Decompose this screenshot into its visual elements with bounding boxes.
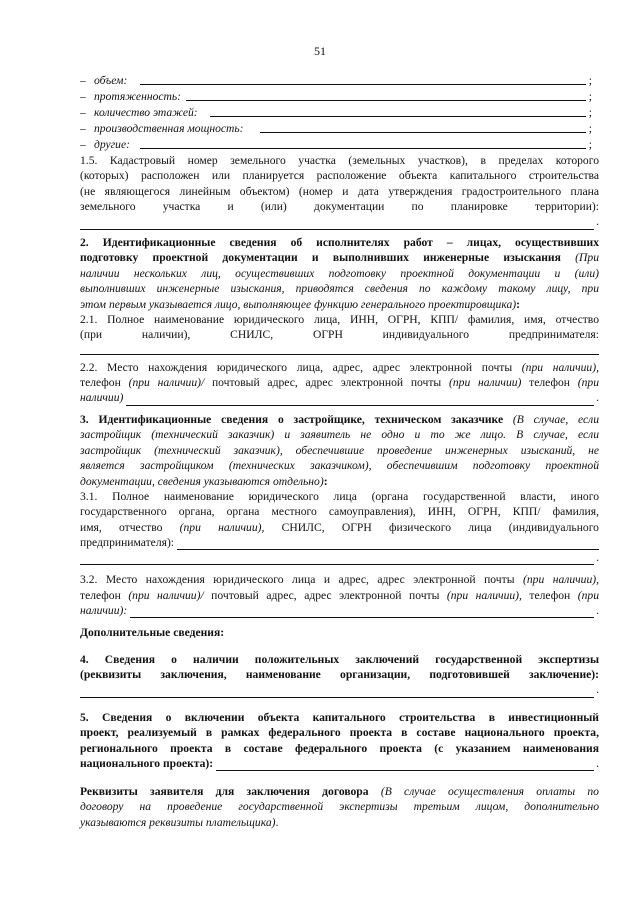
fill-line[interactable] [126,395,594,406]
text-line: земельного участка и (или) документации по планировке территории): [80,200,599,214]
dash-mark: – [80,122,86,135]
field-length [80,89,592,104]
note: (В случае, если [512,413,600,426]
additional-info-heading: Дополнительные сведения: [80,626,225,639]
text-span: проект, реализуемый в рамках федерального проекта в составе национального проекта, [80,726,599,740]
field-label: количество этажей: [94,106,198,119]
fill-line[interactable] [80,687,594,698]
text-span: предпринимателя): [80,535,175,549]
field-end: ; [588,106,592,119]
text-span: телефон [529,376,570,390]
text-span: . [596,683,599,697]
field-end: ; [588,90,592,103]
text-span: . [596,391,599,405]
text-span: регионального проекта в составе федерального проекта (с указанием наименования [80,741,599,755]
text-line: (которых) расположен или планируется расположение объекта капитального строительства [80,169,599,183]
note: этом первым указывается лицо, выполняющее функцию генерального проектировщика) [80,297,517,311]
text-span: почтовый адрес, адрес электронной почты [211,376,442,390]
dash-mark: – [80,90,86,103]
dash-mark: – [80,74,86,87]
field-volume [80,73,592,88]
text-span: : [323,474,328,488]
field-end: ; [588,74,592,87]
dash-mark: – [80,106,86,119]
field-end: ; [588,122,592,135]
text-span: . [596,603,599,617]
fill-line[interactable] [140,148,586,149]
paragraph-2-2 [80,360,599,375]
text-span: указываются реквизиты плательщика) [80,815,276,829]
fill-line[interactable] [80,554,594,565]
fill-line[interactable] [140,84,586,85]
text-span: телефон [529,588,571,602]
text-span: почтовый адрес, адрес электронной почты [211,588,440,602]
paragraph-3-1: 3.1. Полное наименование юридического лица (органа государственной власти, иного [80,490,599,504]
text-span: имя, отчество [80,520,163,534]
page-number: 51 [314,44,326,58]
line-end: . [596,215,599,229]
field-label: другие: [94,138,130,151]
note: документации, сведения указываются отдельно) [80,474,324,488]
text-span: . [596,756,599,770]
text-span: государственного органа, органа местного самоуправления), ИНН, ОГРН, КПП/ фамилия, [80,505,599,519]
text-span: (при [577,376,600,390]
fill-line[interactable] [210,116,586,117]
field-label: производственная мощность: [94,122,244,135]
text-line: 1.5. Кадастровый номер земельного участка (земельных участков), в пределах которого [80,154,599,167]
text-span: договору на проведение государственной экспертизы третьим лицом, дополнительно [80,800,599,814]
text-span: (В случае осуществления оплаты по [380,785,599,798]
note: (При [575,251,599,265]
section-5 [80,710,599,771]
fill-line[interactable] [130,607,594,618]
text-span: телефон [80,588,121,602]
note: застройщик (технический заказчик) и заявитель не одно и то же лицо. В случае, если [80,428,599,442]
text-span: национального проекта): [80,756,214,770]
text-span: (при наличии)/ [128,376,205,390]
fill-line[interactable] [177,539,599,550]
section-2-heading: 2. Идентификационные сведения об исполнителях работ – лицах, осуществивших [80,236,599,249]
paragraph-2-1: 2.1. Полное наименование юридического лица, ИНН, ОГРН, КПП/ фамилия, имя, отчество [80,313,599,327]
dash-mark: – [80,138,86,151]
note: застройщик (технический заказчик), обеспечившие проведение инженерных изысканий, не [80,443,599,457]
text-span: телефон [80,376,121,390]
text-span: 2.2. Место нахождения юридического лица, адрес, адрес электронной почты [80,360,513,374]
field-label: объем: [94,74,128,87]
text-span: 4. Сведения о наличии положительных заключений государственной экспертизы [80,653,599,666]
text-span: СНИЛС, ОГРН физического лица (индивидуального [281,520,599,534]
section-3 [80,412,599,618]
field-floors [80,105,592,120]
fill-line[interactable] [260,132,586,133]
note: наличии) [80,391,124,405]
text-span: (при наличии) [449,376,522,390]
note: является застройщиком (технических заказчиком), обеспечившим подготовку проектной [80,459,599,473]
text-span: . [275,815,279,829]
text-span: 3.2. Место нахождения юридического лица и адрес, адрес электронной почты [80,573,515,587]
note: наличии нескольких лиц, осуществивших подготовку проектной документации и (или) [80,266,599,280]
requisites [80,784,599,830]
section-1-5 [80,153,599,230]
field-label: протяженность: [94,90,182,103]
field-other [80,137,592,152]
note-end: : [516,297,520,311]
fill-line[interactable] [216,760,594,771]
text-span: 5. Сведения о включении объекта капитального строительства в инвестиционный [80,711,599,724]
text-span: наличии): [80,603,128,617]
paragraph-2-1: (при наличии), СНИЛС, ОГРН индивидуального предпринимателя: [80,328,599,342]
text-span: . [596,550,599,564]
text-line: (не являющегося линейным объектом) (номер и дата утверждения градостроительного плана [80,184,599,198]
field-capacity [80,121,592,136]
fill-line[interactable] [80,343,599,355]
text-span: (при [577,588,599,602]
text-span: (при наличии)/ [128,588,204,602]
text-span: (при наличии), [179,520,265,534]
field-end: ; [588,138,592,151]
requisites-heading: Реквизиты заявителя для заключения договора [80,785,369,798]
section-2-heading: подготовку проектной документации и выполнивших инженерные изыскания [80,251,561,265]
text-span: (при наличии), [521,360,599,374]
paragraph-3-2 [80,572,599,587]
text-span: (при наличии), [446,588,522,602]
section-3-heading: 3. Идентификационные сведения о застройщике, техническом заказчике [80,413,504,426]
text-span: (при наличии), [522,573,599,587]
fill-line[interactable] [186,100,586,101]
section-4 [80,652,599,698]
text-span: (реквизиты заключения, наименование организации, подготовившей заключение): [80,668,599,682]
section-2 [80,235,599,406]
note: выполнивших инженерные изыскания, приводятся сведения по каждому такому лицу, при [80,282,599,296]
fill-line[interactable] [80,219,594,230]
